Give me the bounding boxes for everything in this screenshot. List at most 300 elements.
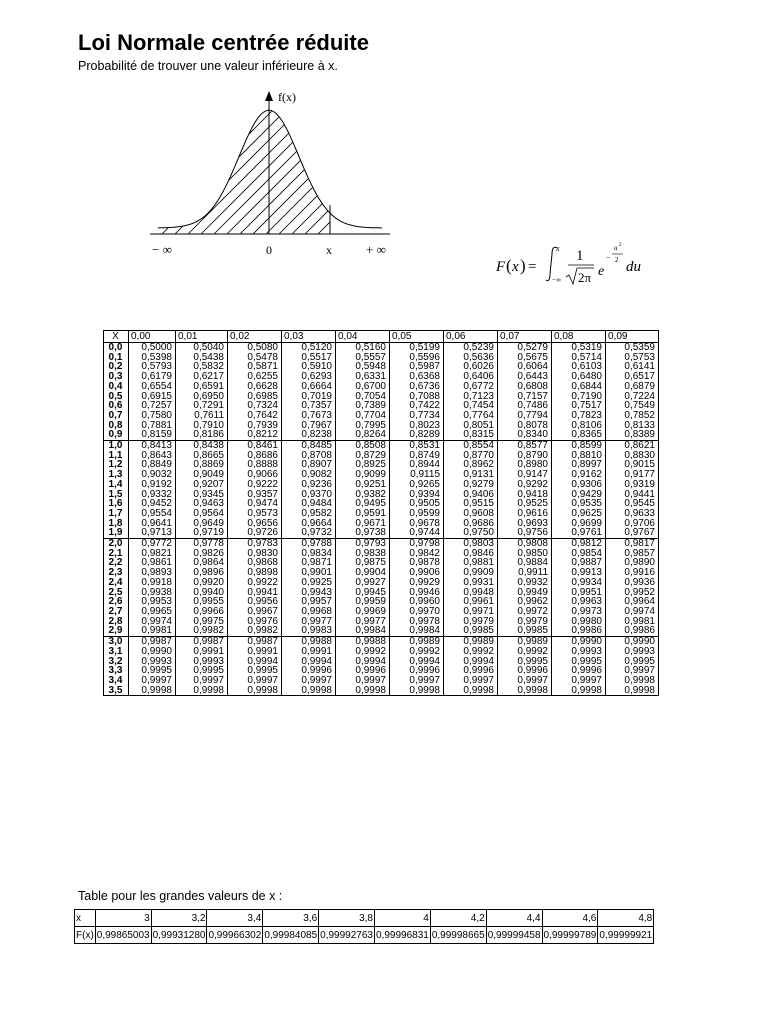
hatch-line [370,94,400,234]
table-cell: 0,9989 [444,637,498,647]
row-label: 2,7 [104,607,129,617]
table-cell: 0,8531 [390,441,444,451]
table-cell: 0,9756 [498,528,552,538]
table-cell: 0,5359 [606,343,659,353]
table-cell: 0,9505 [390,499,444,509]
table-cell: 0,9988 [336,637,390,647]
table-cell: 0,9881 [444,558,498,568]
table-cell: 0,9812 [552,539,606,549]
table-cell: 0,9951 [552,588,606,598]
table-cell: 0,6103 [552,362,606,372]
hatch-line [253,94,393,234]
table-cell: 0,7910 [176,421,228,431]
table-cell: 0,8577 [498,441,552,451]
table-cell: 0,7704 [336,411,390,421]
label-zero: 0 [266,243,272,257]
table-cell: 0,9878 [390,558,444,568]
table-cell: 0,9830 [228,549,282,559]
table-cell: 0,9834 [282,549,336,559]
row-label: 2,8 [104,617,129,627]
row-label: 1,0 [104,441,129,451]
table-cell: 0,9656 [228,519,282,529]
table-cell: 0,9982 [176,626,228,636]
table-cell: 0,9147 [498,470,552,480]
table-cell: 0,9949 [498,588,552,598]
table-cell: 0,6950 [176,392,228,402]
table-cell: 0,9996 [552,666,606,676]
table-cell: 0,9948 [444,588,498,598]
table-cell: 0,9162 [552,470,606,480]
table-cell: 0,7324 [228,401,282,411]
table-cell: 0,8389 [606,430,659,440]
row-label: 0,9 [104,430,129,440]
formula-exp-denominator: 2 [615,256,619,264]
table-cell: 0,8554 [444,441,498,451]
hatch-line [305,94,400,234]
table-cell: 0,5793 [129,362,176,372]
column-header: 0,09 [606,331,659,343]
column-header: 0,01 [176,331,228,343]
hatch-line [162,94,302,234]
table-cell: 0,5910 [282,362,336,372]
table-cell: 0,8023 [390,421,444,431]
row-label: 3,5 [104,686,129,696]
table-cell: 0,9931 [444,578,498,588]
table-cell: 0,8508 [336,441,390,451]
table-cell: 0,5120 [282,343,336,353]
label-minus-infinity: − ∞ [152,242,172,257]
table-cell: 0,7734 [390,411,444,421]
table-cell: 0,6293 [282,372,336,382]
table-cell: 0,9946 [390,588,444,598]
table-cell: 0,9750 [444,528,498,538]
table-cell: 0,7794 [498,411,552,421]
table-cell: 0,6879 [606,382,659,392]
table-cell: 0,9817 [606,539,659,549]
table-cell: 0,7054 [336,392,390,402]
row-label: 3,2 [104,657,129,667]
table-cell: 0,9987 [228,637,282,647]
large-values-caption: Table pour les grandes valeurs de x : [78,889,283,903]
table-cell: 0,9918 [129,578,176,588]
table-cell: 0,9192 [129,480,176,490]
table-cell: 0,9995 [552,657,606,667]
table-cell: 0,9997 [228,676,282,686]
hatch-line [140,94,172,234]
row-label: 2,6 [104,597,129,607]
table-cell: 0,9974 [129,617,176,627]
table-cell: 0,9998 [176,686,228,696]
table-cell: 0,9992 [498,647,552,657]
large-x-cell: 4 [375,910,431,927]
formula-F: F [496,259,506,275]
table-cell: 0,8980 [498,460,552,470]
table-cell: 0,7389 [336,401,390,411]
table-cell: 0,9693 [498,519,552,529]
table-cell: 0,9986 [552,626,606,636]
table-cell: 0,8708 [282,451,336,461]
table-cell: 0,9875 [336,558,390,568]
column-header: 0,07 [498,331,552,343]
table-cell: 0,9989 [390,637,444,647]
table-cell: 0,5279 [498,343,552,353]
table-cell: 0,8770 [444,451,498,461]
table-cell: 0,7517 [552,401,606,411]
table-cell: 0,9803 [444,539,498,549]
table-cell: 0,9993 [129,657,176,667]
table-cell: 0,9761 [552,528,606,538]
large-f-cell: 0,99865003 [95,927,151,944]
table-cell: 0,8686 [228,451,282,461]
table-cell: 0,9599 [390,509,444,519]
large-f-cell: 0,99998665 [430,927,486,944]
large-x-cell: 4,6 [542,910,598,927]
table-cell: 0,7190 [552,392,606,402]
table-cell: 0,9838 [336,549,390,559]
row-label: 1,8 [104,519,129,529]
large-f-cell: 0,99999921 [598,927,654,944]
table-cell: 0,9884 [498,558,552,568]
table-cell: 0,7611 [176,411,228,421]
table-cell: 0,9591 [336,509,390,519]
table-cell: 0,9582 [282,509,336,519]
table-cell: 0,6700 [336,382,390,392]
table-cell: 0,5714 [552,353,606,363]
table-cell: 0,6255 [228,372,282,382]
table-cell: 0,9049 [176,470,228,480]
table-cell: 0,9115 [390,470,444,480]
axis-label-fx: f(x) [278,90,296,104]
table-cell: 0,9279 [444,480,498,490]
table-cell: 0,9842 [390,549,444,559]
table-cell: 0,9671 [336,519,390,529]
table-cell: 0,9382 [336,490,390,500]
row-label: 2,4 [104,578,129,588]
hatch-line [188,94,328,234]
table-cell: 0,9993 [552,647,606,657]
table-cell: 0,9998 [336,686,390,696]
table-cell: 0,9994 [336,657,390,667]
table-cell: 0,7123 [444,392,498,402]
table-cell: 0,6664 [282,382,336,392]
table-cell: 0,9993 [176,657,228,667]
table-cell: 0,9990 [129,647,176,657]
table-cell: 0,8461 [228,441,282,451]
hatch-line [266,94,400,234]
table-cell: 0,9664 [282,519,336,529]
table-cell: 0,9988 [282,637,336,647]
hatching [140,94,400,234]
row-label: 1,7 [104,509,129,519]
table-cell: 0,7357 [282,401,336,411]
column-header-x: X [104,331,129,343]
table-cell: 0,9973 [552,607,606,617]
table-cell: 0,8133 [606,421,659,431]
table-cell: 0,7881 [129,421,176,431]
large-f-cell: 0,99992763 [319,927,375,944]
table-cell: 0,9452 [129,499,176,509]
table-cell: 0,8869 [176,460,228,470]
table-cell: 0,7967 [282,421,336,431]
table-cell: 0,9515 [444,499,498,509]
table-cell: 0,9995 [606,657,659,667]
table-cell: 0,9974 [606,607,659,617]
hatch-line [140,94,185,234]
table-cell: 0,8599 [552,441,606,451]
formula-exp-u-square: 2 [619,243,622,248]
table-cell: 0,9980 [552,617,606,627]
table-cell: 0,9925 [282,578,336,588]
table-cell: 0,9292 [498,480,552,490]
table-cell: 0,6554 [129,382,176,392]
table-cell: 0,5080 [228,343,282,353]
table-cell: 0,9995 [129,666,176,676]
table-cell: 0,9934 [552,578,606,588]
table-cell: 0,9996 [282,666,336,676]
table-cell: 0,9998 [228,686,282,696]
column-header: 0,05 [390,331,444,343]
table-cell: 0,9778 [176,539,228,549]
table-cell: 0,9898 [228,568,282,578]
hatch-line [344,94,400,234]
table-cell: 0,9953 [129,597,176,607]
table-cell: 0,9943 [282,588,336,598]
table-cell: 0,6915 [129,392,176,402]
row-label: 3,0 [104,637,129,647]
table-cell: 0,6808 [498,382,552,392]
hatch-line [396,94,400,234]
table-cell: 0,8264 [336,430,390,440]
table-cell: 0,8289 [390,430,444,440]
table-cell: 0,9678 [390,519,444,529]
formula-exp-u: u [614,244,618,252]
row-label: 0,3 [104,372,129,382]
large-values-f-row [75,927,654,944]
table-cell: 0,9981 [606,617,659,627]
table-cell: 0,8830 [606,451,659,461]
table-cell: 0,9996 [336,666,390,676]
table-cell: 0,9857 [606,549,659,559]
table-cell: 0,7257 [129,401,176,411]
table-cell: 0,9441 [606,490,659,500]
table-cell: 0,9990 [552,637,606,647]
label-plus-infinity: + ∞ [366,242,386,257]
table-cell: 0,9406 [444,490,498,500]
row-label-x: x [75,910,96,927]
table-cell: 0,9222 [228,480,282,490]
table-cell: 0,8907 [282,460,336,470]
table-cell: 0,9525 [498,499,552,509]
row-label: 2,0 [104,539,129,549]
table-cell: 0,9713 [129,528,176,538]
table-cell: 0,9904 [336,568,390,578]
large-x-cell: 3 [95,910,151,927]
table-cell: 0,9864 [176,558,228,568]
table-cell: 0,5832 [176,362,228,372]
large-f-cell: 0,99966302 [207,927,263,944]
table-cell: 0,5517 [282,353,336,363]
large-values-x-row [75,910,654,927]
table-cell: 0,7486 [498,401,552,411]
table-cell: 0,9370 [282,490,336,500]
table-cell: 0,9890 [606,558,659,568]
table-cell: 0,9945 [336,588,390,598]
table-cell: 0,7995 [336,421,390,431]
table-cell: 0,6517 [606,372,659,382]
table-cell: 0,5199 [390,343,444,353]
table-cell: 0,9995 [176,666,228,676]
table-cell: 0,5871 [228,362,282,372]
table-row [104,430,659,440]
table-cell: 0,9990 [606,637,659,647]
table-cell: 0,7580 [129,411,176,421]
table-cell: 0,9535 [552,499,606,509]
table-cell: 0,9957 [282,597,336,607]
table-cell: 0,8238 [282,430,336,440]
table-row [104,528,659,538]
table-cell: 0,7422 [390,401,444,411]
table-cell: 0,9893 [129,568,176,578]
normal-curve-figure [140,88,400,263]
table-cell: 0,6628 [228,382,282,392]
table-cell: 0,9976 [228,617,282,627]
table-cell: 0,9955 [176,597,228,607]
large-x-cell: 4,8 [598,910,654,927]
formula-lparen: ( [506,256,512,275]
table-cell: 0,9997 [498,676,552,686]
table-cell: 0,9985 [498,626,552,636]
table-cell: 0,9960 [390,597,444,607]
hatch-line [140,94,146,234]
table-cell: 0,7764 [444,411,498,421]
table-cell: 0,6026 [444,362,498,372]
table-cell: 0,9995 [498,657,552,667]
table-cell: 0,9793 [336,539,390,549]
table-cell: 0,5478 [228,353,282,363]
table-cell: 0,9032 [129,470,176,480]
table-cell: 0,9484 [282,499,336,509]
column-header: 0,06 [444,331,498,343]
table-cell: 0,8643 [129,451,176,461]
table-cell: 0,5319 [552,343,606,353]
table-cell: 0,9978 [390,617,444,627]
table-cell: 0,9099 [336,470,390,480]
table-cell: 0,9726 [228,528,282,538]
normal-distribution-table [103,330,659,696]
table-cell: 0,9940 [176,588,228,598]
table-cell: 0,9332 [129,490,176,500]
table-cell: 0,9952 [606,588,659,598]
table-cell: 0,8212 [228,430,282,440]
hatch-line [140,94,198,234]
table-cell: 0,9997 [129,676,176,686]
bell-curve [158,110,382,228]
hatch-line [383,94,400,234]
formula-exp-minus: − [606,253,611,262]
table-cell: 0,9938 [129,588,176,598]
table-cell: 0,9418 [498,490,552,500]
table-cell: 0,5160 [336,343,390,353]
table-cell: 0,9783 [228,539,282,549]
table-cell: 0,7224 [606,392,659,402]
table-cell: 0,9962 [498,597,552,607]
table-cell: 0,8315 [444,430,498,440]
large-x-cell: 3,6 [263,910,319,927]
table-cell: 0,9970 [390,607,444,617]
table-cell: 0,9963 [552,597,606,607]
table-cell: 0,5948 [336,362,390,372]
table-cell: 0,9994 [390,657,444,667]
table-cell: 0,9991 [228,647,282,657]
large-x-cell: 3,2 [151,910,207,927]
table-cell: 0,7291 [176,401,228,411]
large-x-cell: 4,4 [486,910,542,927]
table-cell: 0,9495 [336,499,390,509]
table-cell: 0,6736 [390,382,444,392]
row-label: 1,4 [104,480,129,490]
table-cell: 0,9992 [336,647,390,657]
table-cell: 0,9319 [606,480,659,490]
table-cell: 0,6480 [552,372,606,382]
table-cell: 0,9306 [552,480,606,490]
table-cell: 0,6368 [390,372,444,382]
row-label: 1,3 [104,470,129,480]
row-label: 2,5 [104,588,129,598]
row-label: 1,6 [104,499,129,509]
large-f-cell: 0,99996831 [375,927,431,944]
table-cell: 0,9608 [444,509,498,519]
table-cell: 0,8997 [552,460,606,470]
table-cell: 0,6217 [176,372,228,382]
table-cell: 0,9554 [129,509,176,519]
large-f-cell: 0,99999789 [542,927,598,944]
table-cell: 0,9345 [176,490,228,500]
table-cell: 0,9929 [390,578,444,588]
row-label: 0,8 [104,421,129,431]
table-cell: 0,6406 [444,372,498,382]
table-cell: 0,9927 [336,578,390,588]
table-cell: 0,8888 [228,460,282,470]
table-cell: 0,5438 [176,353,228,363]
table-cell: 0,9922 [228,578,282,588]
table-cell: 0,5000 [129,343,176,353]
table-cell: 0,8485 [282,441,336,451]
row-label: 2,2 [104,558,129,568]
table-cell: 0,9997 [444,676,498,686]
table-cell: 0,9798 [390,539,444,549]
table-cell: 0,9941 [228,588,282,598]
table-cell: 0,5557 [336,353,390,363]
table-cell: 0,9936 [606,578,659,588]
table-cell: 0,9177 [606,470,659,480]
hatch-line [292,94,400,234]
table-cell: 0,9996 [444,666,498,676]
table-cell: 0,9997 [336,676,390,686]
column-header: 0,04 [336,331,390,343]
formula-e: e [598,264,605,279]
table-cell: 0,5636 [444,353,498,363]
table-cell: 0,9911 [498,568,552,578]
table-cell: 0,9998 [282,686,336,696]
table-cell: 0,9788 [282,539,336,549]
table-cell: 0,9932 [498,578,552,588]
table-cell: 0,8621 [606,441,659,451]
table-cell: 0,9463 [176,499,228,509]
row-label: 1,5 [104,490,129,500]
table-cell: 0,6331 [336,372,390,382]
table-cell: 0,5753 [606,353,659,363]
large-x-cell: 3,8 [319,910,375,927]
